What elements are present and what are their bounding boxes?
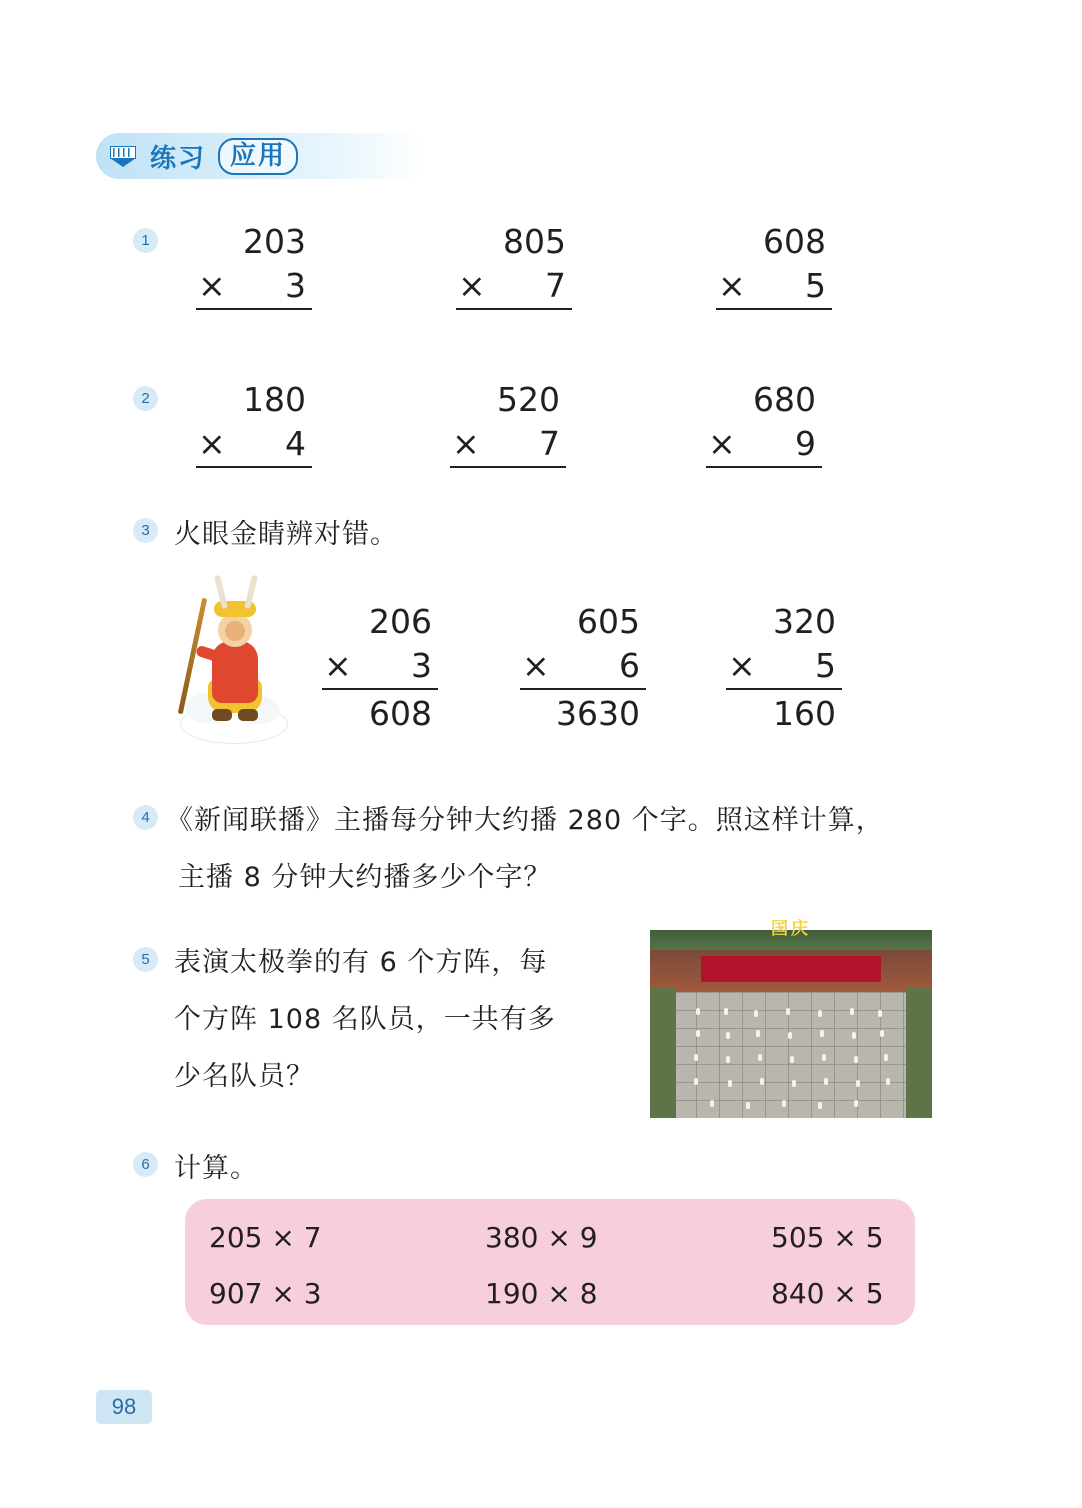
operator: × <box>728 646 756 685</box>
operator: × <box>718 266 746 305</box>
question-number-4: 4 <box>133 805 158 830</box>
vertical-problem-2-1 <box>196 378 312 468</box>
section-title: 练习 <box>150 142 207 173</box>
operator: × <box>452 424 480 463</box>
section-banner <box>96 133 426 179</box>
vertical-problem-1-2 <box>456 220 572 310</box>
operand-top: 608 <box>763 222 826 261</box>
operand-factor: 9 <box>795 424 816 463</box>
operator: × <box>458 266 486 305</box>
vertical-problem-2-2 <box>450 378 566 468</box>
calc-cell-r1c2: 380 × 9 <box>485 1221 598 1254</box>
operand-factor: 5 <box>815 646 836 685</box>
calc-cell-r2c3: 840 × 5 <box>771 1277 884 1310</box>
question-number-3: 3 <box>133 518 158 543</box>
vertical-problem-3-2 <box>520 600 646 736</box>
operand-bottom-row <box>520 644 646 690</box>
vertical-problem-1-3 <box>716 220 832 310</box>
calc-cell-r1c3: 505 × 5 <box>771 1221 884 1254</box>
operator: × <box>324 646 352 685</box>
question-5-line-2: 个方阵 108 名队员，一共有多 <box>174 1004 556 1035</box>
result-value: 608 <box>369 694 432 733</box>
result-value: 3630 <box>556 694 640 733</box>
operator: × <box>198 266 226 305</box>
operand-bottom-row <box>450 422 566 468</box>
calculation-box <box>185 1199 915 1325</box>
operand-top: 180 <box>243 380 306 419</box>
operand-bottom-row <box>706 422 822 468</box>
operand-top: 680 <box>753 380 816 419</box>
vertical-problem-2-3 <box>706 378 822 468</box>
operand-factor: 6 <box>619 646 640 685</box>
operand-top: 206 <box>369 602 432 641</box>
operand-factor: 5 <box>805 266 826 305</box>
operand-bottom-row <box>726 644 842 690</box>
operand-top: 805 <box>503 222 566 261</box>
question-number-5: 5 <box>133 947 158 972</box>
operand-bottom-row <box>322 644 438 690</box>
operand-top: 605 <box>577 602 640 641</box>
operand-top: 520 <box>497 380 560 419</box>
operator: × <box>708 424 736 463</box>
question-number-6: 6 <box>133 1152 158 1177</box>
question-6-prompt: 计算。 <box>174 1153 258 1184</box>
operand-bottom-row <box>716 264 832 310</box>
page-number-badge: 98 <box>96 1390 152 1424</box>
question-4-line-1: 《新闻联播》主播每分钟大约播 280 个字。照这样计算， <box>166 805 884 836</box>
pencil-icon <box>106 139 140 173</box>
calc-cell-r1c1: 205 × 7 <box>209 1221 322 1254</box>
operand-factor: 7 <box>539 424 560 463</box>
result-value: 160 <box>773 694 836 733</box>
monkey-king-illustration <box>178 583 290 748</box>
operand-bottom-row <box>196 264 312 310</box>
vertical-problem-3-1 <box>322 600 438 736</box>
operand-top: 203 <box>243 222 306 261</box>
operand-factor: 4 <box>285 424 306 463</box>
question-5-line-1: 表演太极拳的有 6 个方阵，每 <box>174 947 548 978</box>
question-4-line-2: 主播 8 分钟大约播多少个字？ <box>178 862 552 893</box>
operand-top: 320 <box>773 602 836 641</box>
operand-factor: 7 <box>545 266 566 305</box>
operand-factor: 3 <box>285 266 306 305</box>
vertical-problem-3-3 <box>726 600 842 736</box>
calc-cell-r2c2: 190 × 8 <box>485 1277 598 1310</box>
calc-cell-r2c1: 907 × 3 <box>209 1277 322 1310</box>
operand-bottom-row <box>456 264 572 310</box>
operand-factor: 3 <box>411 646 432 685</box>
question-5-line-3: 少名队员？ <box>174 1061 314 1092</box>
photo-banner-text: 国庆 <box>771 918 811 939</box>
question-3-prompt: 火眼金睛辨对错。 <box>174 519 398 550</box>
vertical-problem-1-1 <box>196 220 312 310</box>
question-number-2: 2 <box>133 386 158 411</box>
national-day-square-photo <box>650 918 932 1118</box>
operator: × <box>522 646 550 685</box>
operator: × <box>198 424 226 463</box>
section-tag: 应用 <box>218 138 298 175</box>
operand-bottom-row <box>196 422 312 468</box>
question-number-1: 1 <box>133 228 158 253</box>
